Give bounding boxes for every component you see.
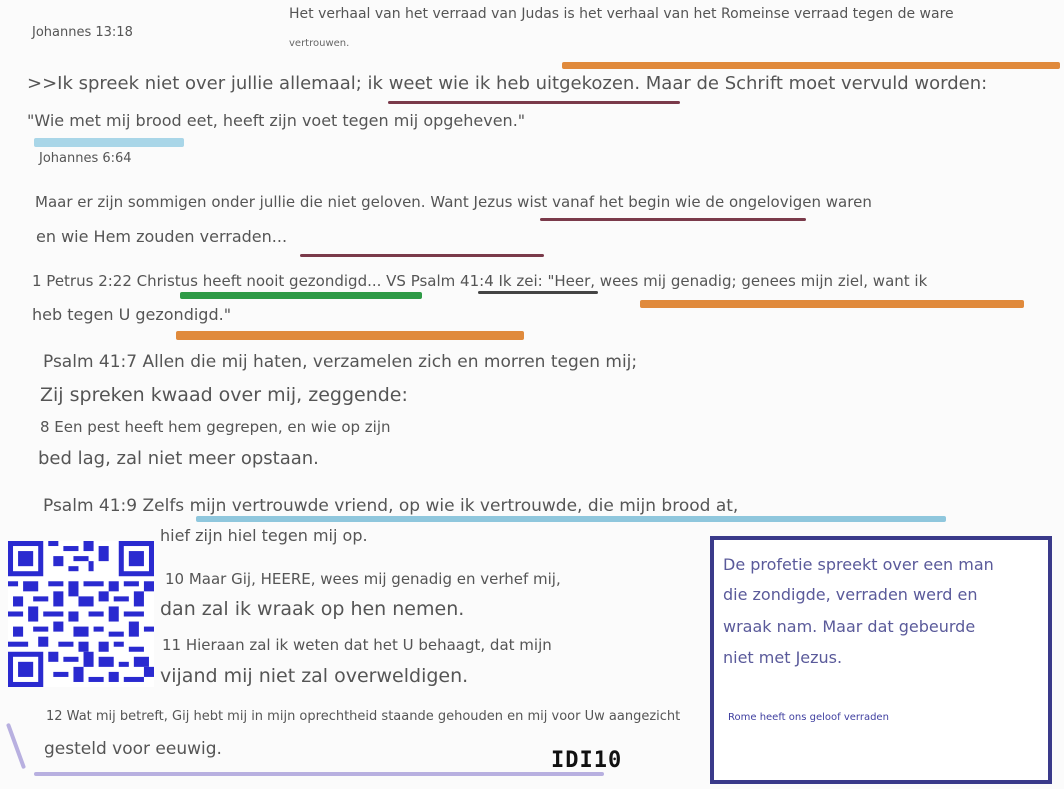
ref-john-6-64: Johannes 6:64 [39, 151, 132, 166]
psalm-41-12-line2: gesteld voor eeuwig. [44, 739, 222, 759]
lavender-stroke-left [6, 723, 26, 769]
psalm-41-9-line2: hief zijn hiel tegen mij op. [160, 526, 368, 545]
maroon-underline-ongelovigen [540, 218, 806, 221]
lavender-underline-eeuwig [34, 772, 604, 776]
psalm-41-8-line2: bed lag, zal niet meer opstaan. [38, 448, 319, 469]
qr-code-icon [8, 540, 154, 688]
passage-john-6-64-line1: Maar er zijn sommigen onder jullie die niet geloven. Want Jezus wist vanaf het begin wie de ongelovigen waren [35, 193, 872, 211]
orange-underline-headline [562, 62, 1060, 69]
headline-line2: vertrouwen. [289, 38, 350, 49]
note-subtext: Rome heeft ons geloof verraden [728, 712, 889, 723]
psalm-41-11-line2: vijand mij niet zal overweldigen. [160, 665, 469, 687]
green-underline-christus [180, 292, 422, 299]
note-line3: wraak nam. Maar dat gebeurde [723, 617, 976, 636]
dark-underline-psalm [478, 291, 598, 294]
note-line1: De profetie spreekt over een man [723, 555, 994, 574]
psalm-41-9-line1: Psalm 41:9 Zelfs mijn vertrouwde vriend, op wie ik vertrouwde, die mijn brood at, [43, 496, 739, 516]
psalm-41-8-line1: 8 Een pest heeft hem gegrepen, en wie op zijn [40, 418, 391, 436]
psalm-41-7-line2: Zij spreken kwaad over mij, zeggende: [40, 384, 408, 406]
psalm-41-12-line1: 12 Wat mij betreft, Gij hebt mij in mijn oprechtheid staande gehouden en mij voor Uw aangezicht [46, 709, 681, 724]
passage-john-13-18-line2: "Wie met mij brood eet, heeft zijn voet tegen mij opgeheven." [27, 111, 526, 130]
passage-john-6-64-line2: en wie Hem zouden verraden... [36, 227, 288, 246]
orange-underline-gezondigd [176, 331, 524, 340]
maroon-underline-uitgekozen [388, 101, 680, 104]
comparison-line1: 1 Petrus 2:22 Christus heeft nooit gezondigd... VS Psalm 41:4 Ik zei: "Heer, wees mij genadig; genees mijn ziel, want ik [32, 272, 928, 290]
orange-underline-genees [640, 300, 1024, 308]
prophecy-note-box [710, 536, 1052, 784]
note-line4: niet met Jezus. [723, 648, 843, 667]
comparison-line2: heb tegen U gezondigd." [32, 305, 232, 324]
blue-underline-brood [34, 138, 184, 147]
psalm-41-10-line1: 10 Maar Gij, HEERE, wees mij genadig en verhef mij, [165, 570, 561, 588]
note-line2: die zondigde, verraden werd en [723, 585, 978, 604]
psalm-41-7-line1: Psalm 41:7 Allen die mij haten, verzamelen zich en morren tegen mij; [43, 352, 638, 372]
maroon-underline-verraden [300, 254, 544, 257]
ref-john-13-18: Johannes 13:18 [32, 25, 133, 40]
passage-john-13-18-line1: >>Ik spreek niet over jullie allemaal; ik weet wie ik heb uitgekozen. Maar de Schrift moet vervuld worden: [27, 73, 988, 94]
psalm-41-10-line2: dan zal ik wraak op hen nemen. [160, 598, 465, 620]
blue-underline-vriend [196, 516, 946, 522]
psalm-41-11-line1: 11 Hieraan zal ik weten dat het U behaagt, dat mijn [162, 636, 552, 654]
watermark-label: IDI10 [551, 748, 623, 773]
headline-line1: Het verhaal van het verraad van Judas is het verhaal van het Romeinse verraad tegen de ware [289, 6, 954, 22]
